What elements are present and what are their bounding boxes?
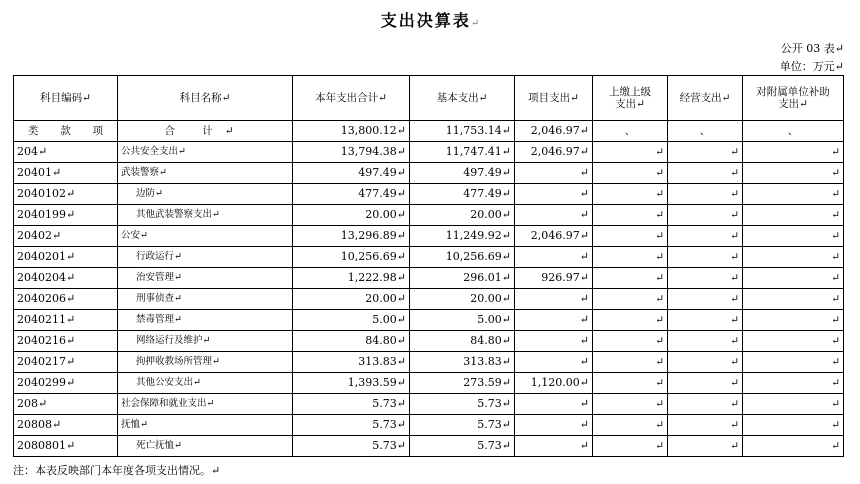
table-row [14,436,844,457]
row-basic: 477.49↵ [410,184,515,205]
row-basic: 20.00↵ [410,289,515,310]
row-upper: ↵ [593,247,668,268]
row-basic: 5.73↵ [410,394,515,415]
header-upper-line2: 支出↵ [615,98,645,110]
row-upper: ↵ [593,352,668,373]
row-code: 2040199↵ [14,205,118,226]
row-business: ↵ [668,289,743,310]
row-basic: 10,256.69↵ [410,247,515,268]
row-code: 2040102↵ [14,184,118,205]
row-name: 其他武装警察支出↵ [118,205,293,226]
document-title [0,8,860,31]
row-business: ↵ [668,268,743,289]
row-upper: ↵ [593,163,668,184]
table-row [14,415,844,436]
row-business: ↵ [668,373,743,394]
header-name: 科目名称↵ [118,76,293,121]
header-row [14,76,844,121]
classification-cell [14,121,118,142]
table-row [14,142,844,163]
row-total: 497.49↵ [293,163,410,184]
row-project: ↵ [515,310,593,331]
row-upper: ↵ [593,331,668,352]
row-code: 2080801↵ [14,436,118,457]
row-total: 84.80↵ [293,331,410,352]
row-upper: ↵ [593,268,668,289]
row-business: ↵ [668,394,743,415]
row-project: ↵ [515,205,593,226]
header-subsidy-line1: 对附属单位补助 [756,86,830,98]
header-upper-line1: 上缴上级 [609,86,651,98]
class-lei: 类 [27,125,39,137]
table-row [14,331,844,352]
row-upper: ↵ [593,184,668,205]
row-project: ↵ [515,247,593,268]
row-subsidy: ↵ [743,268,844,289]
table-row [14,310,844,331]
row-total: 20.00↵ [293,289,410,310]
row-subsidy: ↵ [743,142,844,163]
row-name: 网络运行及维护↵ [118,331,293,352]
row-basic: 313.83↵ [410,352,515,373]
row-subsidy: ↵ [743,373,844,394]
total-label: 合 计↵ [118,121,293,142]
header-project: 项目支出↵ [515,76,593,121]
row-code: 204↵ [14,142,118,163]
row-name: 抚恤↵ [118,415,293,436]
form-number: 公开 03 表↵ [780,42,844,55]
row-basic: 5.73↵ [410,415,515,436]
row-code: 2040201↵ [14,247,118,268]
total-basic: 11,753.14↵ [410,121,515,142]
row-upper: ↵ [593,226,668,247]
row-code: 208↵ [14,394,118,415]
row-business: ↵ [668,142,743,163]
row-upper: ↵ [593,373,668,394]
row-basic: 11,747.41↵ [410,142,515,163]
table-body [14,121,844,457]
row-basic: 20.00↵ [410,205,515,226]
row-total: 13,794.38↵ [293,142,410,163]
row-project: ↵ [515,163,593,184]
row-business: ↵ [668,184,743,205]
row-basic: 84.80↵ [410,331,515,352]
table-row [14,163,844,184]
header-subsidy [743,76,844,121]
row-total: 20.00↵ [293,205,410,226]
row-basic: 497.49↵ [410,163,515,184]
row-code: 2040217↵ [14,352,118,373]
row-name: 拘押收教场所管理↵ [118,352,293,373]
row-project: ↵ [515,289,593,310]
row-project: 2,046.97↵ [515,226,593,247]
row-business: ↵ [668,247,743,268]
total-amount: 13,800.12↵ [293,121,410,142]
row-project: ↵ [515,331,593,352]
row-business: ↵ [668,226,743,247]
row-name: 禁毒管理↵ [118,310,293,331]
header-total: 本年支出合计↵ [293,76,410,121]
row-project: ↵ [515,415,593,436]
table-row [14,289,844,310]
row-code: 2040299↵ [14,373,118,394]
table-row [14,352,844,373]
row-total: 5.00↵ [293,310,410,331]
row-total: 1,393.59↵ [293,373,410,394]
row-total: 313.83↵ [293,352,410,373]
row-subsidy: ↵ [743,394,844,415]
row-business: ↵ [668,436,743,457]
row-project: 2,046.97↵ [515,142,593,163]
row-business: ↵ [668,205,743,226]
header-basic: 基本支出↵ [410,76,515,121]
row-subsidy: ↵ [743,247,844,268]
row-code: 2040206↵ [14,289,118,310]
row-subsidy: ↵ [743,310,844,331]
row-basic: 273.59↵ [410,373,515,394]
row-subsidy: ↵ [743,226,844,247]
row-name: 死亡抚恤↵ [118,436,293,457]
row-total: 1,222.98↵ [293,268,410,289]
row-basic: 296.01↵ [410,268,515,289]
row-subsidy: ↵ [743,163,844,184]
row-subsidy: ↵ [743,331,844,352]
row-name: 武装警察↵ [118,163,293,184]
row-code: 2040211↵ [14,310,118,331]
row-code: 2040204↵ [14,268,118,289]
total-upper: 、 [593,121,668,142]
row-subsidy: ↵ [743,436,844,457]
row-total: 5.73↵ [293,394,410,415]
row-project: ↵ [515,436,593,457]
row-total: 13,296.89↵ [293,226,410,247]
row-project: ↵ [515,394,593,415]
footnote: 注：本表反映部门本年度各项支出情况。↵ [13,464,221,477]
row-upper: ↵ [593,394,668,415]
row-project: 926.97↵ [515,268,593,289]
paragraph-mark: ↵ [470,18,480,29]
header-business: 经营支出↵ [668,76,743,121]
table-row [14,394,844,415]
total-subsidy: 、 [743,121,844,142]
table-row [14,226,844,247]
row-project: 1,120.00↵ [515,373,593,394]
total-project: 2,046.97↵ [515,121,593,142]
row-upper: ↵ [593,436,668,457]
total-row [14,121,844,142]
row-name: 刑事侦查↵ [118,289,293,310]
row-business: ↵ [668,310,743,331]
table-row [14,205,844,226]
class-xiang: 项 [92,125,104,137]
row-name: 社会保障和就业支出↵ [118,394,293,415]
row-code: 20808↵ [14,415,118,436]
header-code: 科目编码↵ [14,76,118,121]
row-total: 10,256.69↵ [293,247,410,268]
row-basic: 5.00↵ [410,310,515,331]
row-business: ↵ [668,331,743,352]
total-business: 、 [668,121,743,142]
row-name: 行政运行↵ [118,247,293,268]
table-row [14,373,844,394]
table-row [14,184,844,205]
row-subsidy: ↵ [743,352,844,373]
row-code: 2040216↵ [14,331,118,352]
row-upper: ↵ [593,415,668,436]
row-business: ↵ [668,415,743,436]
header-subsidy-line2: 支出↵ [778,98,808,110]
row-code: 20402↵ [14,226,118,247]
row-subsidy: ↵ [743,415,844,436]
row-code: 20401↵ [14,163,118,184]
table-row [14,268,844,289]
row-upper: ↵ [593,310,668,331]
row-subsidy: ↵ [743,289,844,310]
row-name: 治安管理↵ [118,268,293,289]
row-upper: ↵ [593,289,668,310]
row-project: ↵ [515,352,593,373]
row-upper: ↵ [593,142,668,163]
row-total: 5.73↵ [293,436,410,457]
row-total: 5.73↵ [293,415,410,436]
row-total: 477.49↵ [293,184,410,205]
title-text: 支出决算表 [380,11,471,30]
row-name: 边防↵ [118,184,293,205]
class-kuan: 款 [60,125,71,137]
row-project: ↵ [515,184,593,205]
table-row [14,247,844,268]
row-upper: ↵ [593,205,668,226]
row-name: 公共安全支出↵ [118,142,293,163]
row-name: 公安↵ [118,226,293,247]
row-basic: 5.73↵ [410,436,515,457]
expenditure-table [13,75,844,457]
row-subsidy: ↵ [743,205,844,226]
row-name: 其他公安支出↵ [118,373,293,394]
row-business: ↵ [668,352,743,373]
row-business: ↵ [668,163,743,184]
header-upper [593,76,668,121]
unit-label: 单位：万元↵ [779,60,844,73]
row-subsidy: ↵ [743,184,844,205]
row-basic: 11,249.92↵ [410,226,515,247]
